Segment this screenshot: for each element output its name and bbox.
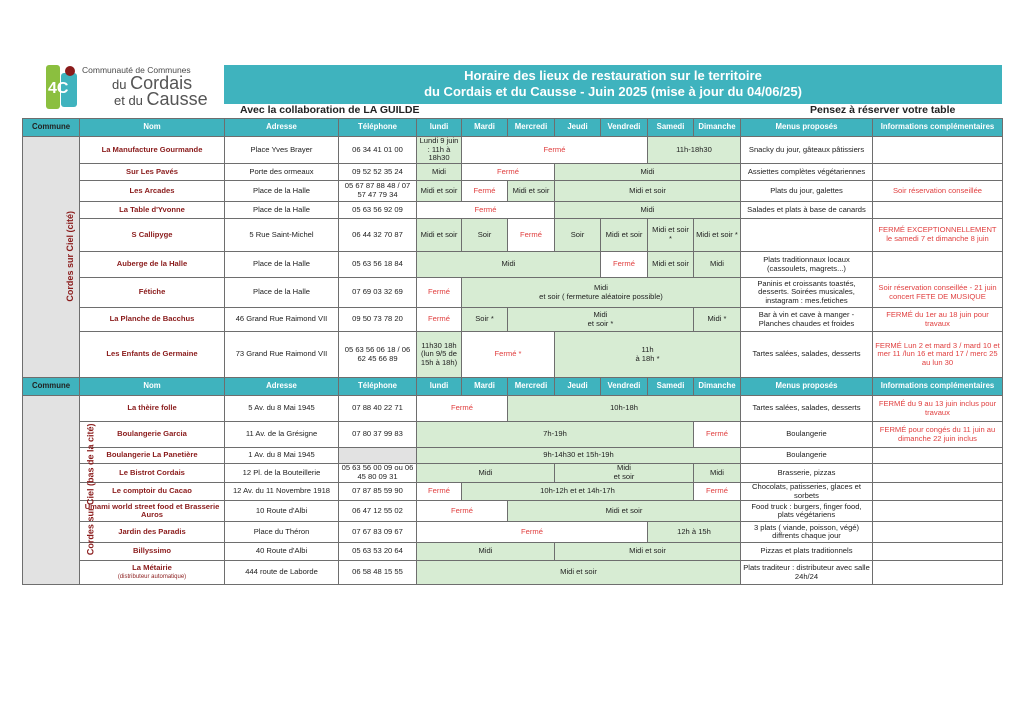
hours-cell: Midi bbox=[694, 252, 741, 278]
address-cell: 5 Av. du 8 Mai 1945 bbox=[225, 396, 339, 422]
address-cell: Place de la Halle bbox=[225, 181, 339, 202]
phone-cell: 05 67 87 88 48 / 07 57 47 79 34 bbox=[339, 181, 417, 202]
menu-cell: Plats du jour, galettes bbox=[741, 181, 873, 202]
menu-cell: Paninis et croissants toastés, desserts. Soirées musicales, instagram : mes.fetiches bbox=[741, 278, 873, 308]
restaurant-name: Les Enfants de Germaine bbox=[80, 332, 225, 378]
phone-cell: 05 63 56 06 18 / 06 62 45 66 89 bbox=[339, 332, 417, 378]
column-header: Dimanche bbox=[694, 378, 741, 396]
hours-cell: 9h-14h30 et 15h-19h bbox=[417, 448, 741, 464]
hours-cell: Midi et soir * bbox=[694, 219, 741, 252]
hours-cell: Midi et soir bbox=[417, 219, 462, 252]
hours-cell: 10h-18h bbox=[508, 396, 741, 422]
phone-cell: 07 80 37 99 83 bbox=[339, 422, 417, 448]
header-row bbox=[23, 378, 1003, 396]
info-cell bbox=[873, 464, 1003, 483]
column-header: Jeudi bbox=[555, 119, 601, 137]
phone-cell: 07 67 83 09 67 bbox=[339, 522, 417, 543]
address-cell: 5 Rue Saint-Michel bbox=[225, 219, 339, 252]
table-row bbox=[23, 396, 1003, 422]
column-header: Vendredi bbox=[601, 378, 648, 396]
table-row bbox=[23, 164, 1003, 181]
phone-cell: 05 63 56 18 84 bbox=[339, 252, 417, 278]
title-line2: du Cordais et du Causse - Juin 2025 (mise à jour du 04/06/25) bbox=[424, 84, 802, 99]
hours-cell: Soir bbox=[555, 219, 601, 252]
restaurant-name: Fétiche bbox=[80, 278, 225, 308]
hours-cell: Soir * bbox=[462, 308, 508, 332]
phone-cell bbox=[339, 448, 417, 464]
menu-cell: Plats traditionnaux locaux (cassoulets, magrets...) bbox=[741, 252, 873, 278]
address-cell: Porte des ormeaux bbox=[225, 164, 339, 181]
menu-cell: Plats traditeur : distributeur avec salle 24h/24 bbox=[741, 561, 873, 585]
hours-cell: Midi * bbox=[694, 308, 741, 332]
restaurant-name: Sur Les Pavés bbox=[80, 164, 225, 181]
column-header: Nom bbox=[80, 119, 225, 137]
hours-cell: Fermé bbox=[462, 181, 508, 202]
hours-cell: Midi et soir bbox=[555, 464, 694, 483]
commune-cell: Cordes sur Ciel (bas de la cité) bbox=[23, 396, 80, 585]
logo bbox=[44, 63, 224, 115]
phone-cell: 05 63 56 00 09 ou 06 45 80 09 31 bbox=[339, 464, 417, 483]
table-row bbox=[23, 464, 1003, 483]
info-cell: FERMÉ du 9 au 13 juin inclus pour travaux bbox=[873, 396, 1003, 422]
hours-cell: 11h30 18h (lun 9/5 de 15h à 18h) bbox=[417, 332, 462, 378]
info-cell: FERMÉ du 1er au 18 juin pour travaux bbox=[873, 308, 1003, 332]
column-header: Menus proposés bbox=[741, 119, 873, 137]
address-cell: 1 Av. du 8 Mai 1945 bbox=[225, 448, 339, 464]
address-cell: 46 Grand Rue Raimond VII bbox=[225, 308, 339, 332]
hours-cell: Fermé bbox=[417, 202, 555, 219]
info-cell: Soir réservation conseillée bbox=[873, 181, 1003, 202]
hours-cell: Midi et soir bbox=[417, 181, 462, 202]
schedule-table bbox=[22, 118, 1003, 585]
menu-cell: Boulangerie bbox=[741, 448, 873, 464]
column-header: Vendredi bbox=[601, 119, 648, 137]
hours-cell: Midi et soir * bbox=[648, 219, 694, 252]
column-header: Dimanche bbox=[694, 119, 741, 137]
column-header: Commune bbox=[23, 119, 80, 137]
phone-cell: 05 63 56 92 09 bbox=[339, 202, 417, 219]
hours-cell: Midi et soir * bbox=[508, 308, 694, 332]
info-cell bbox=[873, 137, 1003, 164]
info-cell bbox=[873, 483, 1003, 501]
logo-mark-icon bbox=[44, 63, 80, 111]
restaurant-name: La thèire folle bbox=[80, 396, 225, 422]
commune-cell: Cordes sur Ciel (cité) bbox=[23, 137, 80, 378]
table-row bbox=[23, 501, 1003, 522]
table-row bbox=[23, 332, 1003, 378]
address-cell: 40 Route d'Albi bbox=[225, 543, 339, 561]
address-cell: 10 Route d'Albi bbox=[225, 501, 339, 522]
info-cell: Soir réservation conseillée - 21 juin concert FETE DE MUSIQUE bbox=[873, 278, 1003, 308]
hours-cell: Fermé bbox=[694, 422, 741, 448]
phone-cell: 07 69 03 32 69 bbox=[339, 278, 417, 308]
info-cell: FERMÉ pour congés du 11 juin au dimanche 22 juin inclus bbox=[873, 422, 1003, 448]
hours-cell: 11h-18h30 bbox=[648, 137, 741, 164]
column-header: Informations complémentaires bbox=[873, 378, 1003, 396]
menu-cell: Snacky du jour, gâteaux pâtissiers bbox=[741, 137, 873, 164]
hours-cell: 10h-12h et et 14h-17h bbox=[462, 483, 694, 501]
hours-cell: Fermé bbox=[601, 252, 648, 278]
hours-cell: 11h à 18h * bbox=[555, 332, 741, 378]
logo-mark-text: 4C bbox=[48, 80, 69, 97]
table-row bbox=[23, 561, 1003, 585]
hours-cell: Midi bbox=[417, 464, 555, 483]
hours-cell: Midi bbox=[555, 164, 741, 181]
column-header: Commune bbox=[23, 378, 80, 396]
menu-cell: Tartes salées, salades, desserts bbox=[741, 396, 873, 422]
table-row bbox=[23, 219, 1003, 252]
phone-cell: 07 88 40 22 71 bbox=[339, 396, 417, 422]
column-header: Mercredi bbox=[508, 378, 555, 396]
menu-cell: 3 plats ( viande, poisson, végé) diffrents chaque jour bbox=[741, 522, 873, 543]
info-cell bbox=[873, 543, 1003, 561]
hours-cell: Fermé bbox=[694, 483, 741, 501]
menu-cell: Assiettes complètes végétariennes bbox=[741, 164, 873, 181]
restaurant-name: La Table d'Yvonne bbox=[80, 202, 225, 219]
restaurant-name: La Métairie (distributeur automatique) bbox=[80, 561, 225, 585]
restaurant-name: Boulangerie Garcia bbox=[80, 422, 225, 448]
phone-cell: 07 87 85 59 90 bbox=[339, 483, 417, 501]
column-header: lundi bbox=[417, 378, 462, 396]
hours-cell: Midi et soir bbox=[648, 252, 694, 278]
hours-cell: Fermé bbox=[417, 522, 648, 543]
hours-cell: Midi bbox=[417, 543, 555, 561]
hours-cell: Midi bbox=[694, 464, 741, 483]
address-cell: 73 Grand Rue Raimond VII bbox=[225, 332, 339, 378]
menu-cell bbox=[741, 219, 873, 252]
menu-cell: Food truck : burgers, finger food, plats végétariens bbox=[741, 501, 873, 522]
menu-cell: Brasserie, pizzas bbox=[741, 464, 873, 483]
menu-cell: Tartes salées, salades, desserts bbox=[741, 332, 873, 378]
logo-line1: Communauté de Communes bbox=[82, 65, 191, 75]
menu-cell: Boulangerie bbox=[741, 422, 873, 448]
restaurant-name: S Callipyge bbox=[80, 219, 225, 252]
table-row bbox=[23, 202, 1003, 219]
table-row bbox=[23, 181, 1003, 202]
info-cell bbox=[873, 522, 1003, 543]
table-row bbox=[23, 448, 1003, 464]
column-header: Mercredi bbox=[508, 119, 555, 137]
phone-cell: 06 34 41 01 00 bbox=[339, 137, 417, 164]
table-row bbox=[23, 483, 1003, 501]
info-cell bbox=[873, 448, 1003, 464]
restaurant-name: La Manufacture Gourmande bbox=[80, 137, 225, 164]
phone-cell: 06 47 12 55 02 bbox=[339, 501, 417, 522]
column-header: Adresse bbox=[225, 378, 339, 396]
column-header: Jeudi bbox=[555, 378, 601, 396]
hours-cell: Midi bbox=[417, 252, 601, 278]
hours-cell: Lundi 9 juin : 11h à 18h30 bbox=[417, 137, 462, 164]
phone-cell: 06 58 48 15 55 bbox=[339, 561, 417, 585]
phone-cell: 06 44 32 70 87 bbox=[339, 219, 417, 252]
header-row bbox=[23, 119, 1003, 137]
hours-cell: Midi bbox=[555, 202, 741, 219]
address-cell: 11 Av. de la Grésigne bbox=[225, 422, 339, 448]
table-row bbox=[23, 308, 1003, 332]
hours-cell: Midi et soir bbox=[601, 219, 648, 252]
title-banner bbox=[224, 65, 1002, 104]
logo-line3: et du Causse bbox=[114, 89, 208, 109]
restaurant-name: Boulangerie La Panetière bbox=[80, 448, 225, 464]
column-header: Mardi bbox=[462, 378, 508, 396]
menu-cell: Chocolats, patisseries, glaces et sorbets bbox=[741, 483, 873, 501]
phone-cell: 09 50 73 78 20 bbox=[339, 308, 417, 332]
table-row bbox=[23, 543, 1003, 561]
address-cell: 444 route de Laborde bbox=[225, 561, 339, 585]
hours-cell: Fermé bbox=[417, 396, 508, 422]
hours-cell: Fermé bbox=[417, 501, 508, 522]
column-header: Adresse bbox=[225, 119, 339, 137]
info-cell: FERMÉ Lun 2 et mard 3 / mard 10 et mer 11 /lun 16 et mard 17 / merc 25 au lun 30 bbox=[873, 332, 1003, 378]
column-header: Menus proposés bbox=[741, 378, 873, 396]
hours-cell: 7h-19h bbox=[417, 422, 694, 448]
hours-cell: Midi et soir bbox=[555, 181, 741, 202]
info-cell bbox=[873, 252, 1003, 278]
column-header: lundi bbox=[417, 119, 462, 137]
column-header: Samedi bbox=[648, 378, 694, 396]
column-header: Mardi bbox=[462, 119, 508, 137]
info-cell bbox=[873, 164, 1003, 181]
restaurant-name: Auberge de la Halle bbox=[80, 252, 225, 278]
address-cell: Place Yves Brayer bbox=[225, 137, 339, 164]
title-line1: Horaire des lieux de restauration sur le territoire bbox=[464, 68, 762, 83]
hours-cell: Fermé bbox=[417, 308, 462, 332]
hours-cell: Fermé bbox=[462, 137, 648, 164]
table-row bbox=[23, 278, 1003, 308]
address-cell: Place de la Halle bbox=[225, 202, 339, 219]
phone-cell: 09 52 52 35 24 bbox=[339, 164, 417, 181]
table-row bbox=[23, 522, 1003, 543]
address-cell: Place du Théron bbox=[225, 522, 339, 543]
hours-cell: Midi et soir bbox=[508, 181, 555, 202]
column-header: Téléphone bbox=[339, 378, 417, 396]
restaurant-name: Jardin des Paradis bbox=[80, 522, 225, 543]
menu-cell: Bar à vin et cave à manger - Planches chaudes et froides bbox=[741, 308, 873, 332]
table-row bbox=[23, 137, 1003, 164]
menu-cell: Salades et plats à base de canards bbox=[741, 202, 873, 219]
table-row bbox=[23, 252, 1003, 278]
phone-cell: 05 63 53 20 64 bbox=[339, 543, 417, 561]
collab-text: Avec la collaboration de LA GUILDE bbox=[240, 104, 420, 116]
hours-cell: Fermé bbox=[508, 219, 555, 252]
hours-cell: Soir bbox=[462, 219, 508, 252]
hours-cell: 12h à 15h bbox=[648, 522, 741, 543]
hours-cell: Midi et soir bbox=[417, 561, 741, 585]
reserve-text: Pensez à réserver votre table bbox=[810, 104, 956, 116]
column-header: Informations complémentaires bbox=[873, 119, 1003, 137]
address-cell: Place de la Halle bbox=[225, 278, 339, 308]
logo-line2: du Cordais bbox=[112, 73, 193, 93]
hours-cell: Midi bbox=[417, 164, 462, 181]
hours-cell: Fermé * bbox=[462, 332, 555, 378]
hours-cell: Fermé bbox=[462, 164, 555, 181]
address-cell: 12 Pl. de la Bouteillerie bbox=[225, 464, 339, 483]
column-header: Samedi bbox=[648, 119, 694, 137]
column-header: Nom bbox=[80, 378, 225, 396]
restaurant-name: Umami world street food et Brasserie Auros bbox=[80, 501, 225, 522]
info-cell bbox=[873, 501, 1003, 522]
hours-cell: Midi et soir bbox=[508, 501, 741, 522]
address-cell: Place de la Halle bbox=[225, 252, 339, 278]
menu-cell: Pizzas et plats traditionnels bbox=[741, 543, 873, 561]
restaurant-name: Les Arcades bbox=[80, 181, 225, 202]
info-cell bbox=[873, 561, 1003, 585]
restaurant-name: Billyssimo bbox=[80, 543, 225, 561]
hours-cell: Midi et soir ( fermeture aléatoire possible) bbox=[462, 278, 741, 308]
restaurant-name: Le Bistrot Cordais bbox=[80, 464, 225, 483]
restaurant-name: Le comptoir du Cacao bbox=[80, 483, 225, 501]
hours-cell: Fermé bbox=[417, 278, 462, 308]
hours-cell: Midi et soir bbox=[555, 543, 741, 561]
info-cell: FERMÉ EXCEPTIONNELLEMENT le samedi 7 et dimanche 8 juin bbox=[873, 219, 1003, 252]
hours-cell: Fermé bbox=[417, 483, 462, 501]
column-header: Téléphone bbox=[339, 119, 417, 137]
table-row bbox=[23, 422, 1003, 448]
address-cell: 12 Av. du 11 Novembre 1918 bbox=[225, 483, 339, 501]
restaurant-name: La Planche de Bacchus bbox=[80, 308, 225, 332]
info-cell bbox=[873, 202, 1003, 219]
